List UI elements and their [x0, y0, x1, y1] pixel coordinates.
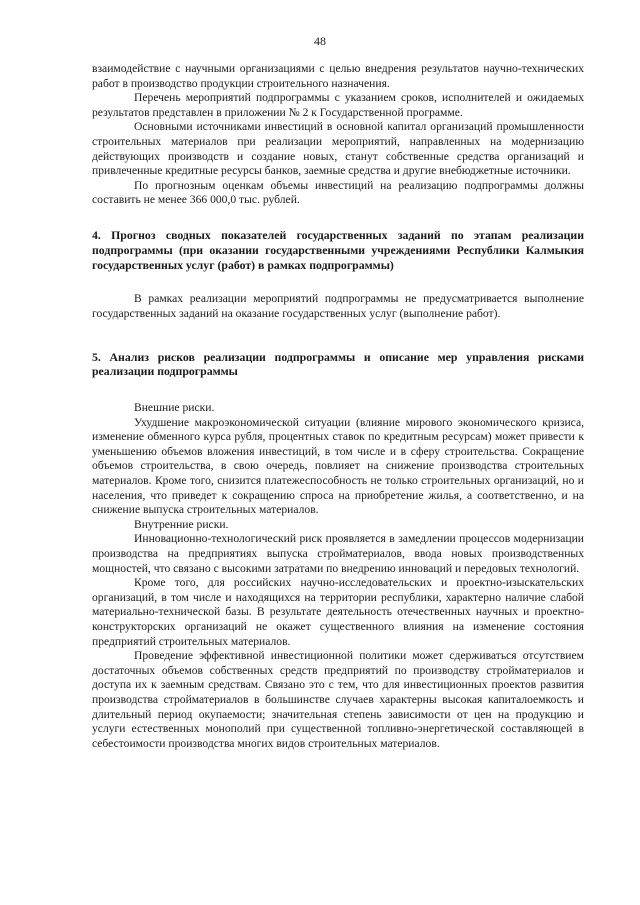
paragraph-research-base: Кроме того, для российских научно-исследовательских и проектно-изыскательских организаций, в том числе и находящихся на территории республики, характерно наличие слабой материально-технической базы. В результате деятельность отечественных научных и проектно-конструкторских организаций не окажет существенного влияния на изменение состояния предприятий строительных материалов.	[92, 576, 584, 648]
paragraph-cooperation: взаимодействие с научными организациями с целью внедрения результатов научно-технических работ в производство продукции строительного назначения.	[92, 62, 584, 90]
section-heading-4: 4. Прогноз сводных показателей государственных заданий по этапам реализации подпрограммы (при оказании государственными учреждениями Республики Калмыкия государственных услуг (работ) в рамках подпрограммы)	[92, 227, 584, 272]
paragraph-activities-list: Перечень мероприятий подпрограммы с указанием сроков, исполнителей и ожидаемых результатов представлен в приложении № 2 к Государственной программе.	[92, 91, 584, 119]
page-content	[92, 62, 584, 751]
page-number: 48	[314, 34, 326, 48]
paragraph-internal-risks-title: Внутренние риски.	[134, 517, 229, 531]
paragraph-investment-forecast: По прогнозным оценкам объемы инвестиций на реализацию подпрограммы должны составить не менее 366 000,0 тыс. рублей.	[92, 178, 584, 207]
paragraph-macroeconomic-risk: Ухудшение макроэкономической ситуации (влияние мирового экономического кризиса, изменение обменного курса рубля, процентных ставок по кредитным ресурсам) может привести к уменьшению объемов вложения инвестиций, в том числе и в сферу строительства. Сокращение объемов строительства, в свою очередь, повлияет на снижение производства строительных материалов. Кроме того, снизится платежеспособность не только строительных организаций, но и населения, что приведет к сокращению спроса на приобретение жилья, а соответственно, и на снижение выпуска строительных материалов.	[92, 415, 584, 517]
paragraph-investment-sources: Основными источниками инвестиций в основной капитал организаций промышленности строительных материалов при реализации мероприятий, направленных на модернизацию действующих производств и создание новых, станут собственные средства организаций и привлеченные кредитные ресурсы банков, заемные средства и другие внебюджетные источники.	[92, 120, 584, 178]
paragraph-innovation-risk: Инновационно-технологический риск проявляется в замедлении процессов модернизации производства на предприятиях выпуска стройматериалов, ввода новых производственных мощностей, что связано с высокими затратами по внедрению инноваций и передовых технологий.	[92, 532, 584, 575]
paragraph-state-tasks: В рамках реализации мероприятий подпрограммы не предусматривается выполнение государственных заданий на оказание государственных услуг (выполнение работ).	[92, 292, 584, 320]
paragraph-investment-policy: Проведение эффективной инвестиционной политики может сдерживаться отсутствием достаточных объемов собственных средств предприятий по производству стройматериалов и доступа их к заемным средствам. Связано это с тем, что для инвестиционных проектов развития производства стройматериалов в большинстве случаев характерны высокая капиталоемкость и длительный период окупаемости; значительная степень зависимости от цен на продукцию и услуги естественных монополий при существенной топливно-энергетической составляющей в себестоимости производства многих видов строительных материалов.	[92, 649, 584, 750]
paragraph-external-risks-title: Внешние риски.	[134, 401, 215, 415]
section-heading-5: 5. Анализ рисков реализации подпрограммы и описание мер управления рисками реализации подпрограммы	[92, 349, 584, 379]
